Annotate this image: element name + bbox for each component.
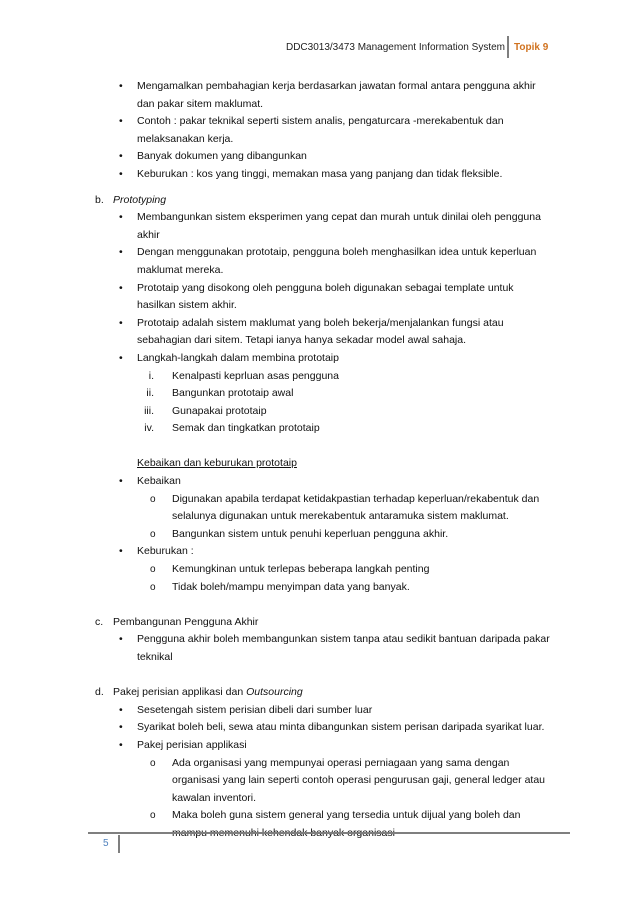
list-item-continuation <box>0 227 638 245</box>
section-title-italic: Outsourcing <box>246 686 303 699</box>
pros-cons-heading <box>0 455 638 473</box>
section-d-heading <box>0 684 638 702</box>
sub-list-item-continuation <box>0 772 638 790</box>
advantage-item <box>0 491 638 509</box>
section-title: Pembangunan Pengguna Akhir <box>113 615 259 628</box>
intro-bullet-list <box>0 78 638 184</box>
sub-list-item-text: Ada organisasi yang mempunyai operasi perniagaan yang sama dengan <box>172 756 510 769</box>
list-item-text: hasilkan sistem akhir. <box>137 299 237 312</box>
bullet-mark: • <box>119 475 123 488</box>
bullet-mark: • <box>119 703 123 716</box>
disadvantage-item-text: Kemungkinan untuk terlepas beberapa langkah penting <box>172 563 430 576</box>
list-item-text: melaksanakan kerja. <box>137 132 234 145</box>
bullet-mark: • <box>119 738 123 751</box>
list-item-continuation <box>0 649 638 667</box>
disadvantages-label: Keburukan : <box>137 545 194 558</box>
step-number: iv. <box>144 422 154 435</box>
list-item-text: Mengamalkan pembahagian kerja berdasarkan jawatan formal antara pengguna akhir <box>137 80 536 92</box>
page-number: 5 <box>103 838 109 849</box>
list-item-text: akhir <box>137 228 160 241</box>
header-divider <box>507 36 509 58</box>
bullet-mark: • <box>119 721 123 734</box>
list-item <box>0 280 638 298</box>
advantage-item-continuation <box>0 508 638 526</box>
header-topic: Topik 9 <box>514 42 549 53</box>
list-item <box>0 631 638 649</box>
disadvantage-item-text: Tidak boleh/mampu menyimpan data yang banyak. <box>172 580 410 593</box>
section-title-prefix: Pakej perisian applikasi dan <box>113 686 247 699</box>
list-item-text: Syarikat boleh beli, sewa atau minta dibangunkan sistem perisan daripada syarikat luar. <box>137 721 545 734</box>
bullet-mark: • <box>119 633 123 646</box>
footer-rule <box>88 832 570 834</box>
list-item-text: Langkah-langkah dalam membina prototaip <box>137 351 339 364</box>
section-c-heading <box>0 614 638 632</box>
disadvantage-item <box>0 579 638 597</box>
disadvantages-label-row <box>0 543 638 561</box>
list-item-text: Membangunkan sistem eksperimen yang cepat dan murah untuk dinilai oleh pengguna <box>137 211 541 224</box>
step-item <box>0 385 638 403</box>
list-item <box>0 78 638 96</box>
step-text: Kenalpasti keprluan asas pengguna <box>172 369 339 382</box>
list-item-text: dan pakar sitem maklumat. <box>137 97 264 110</box>
disadvantage-item <box>0 561 638 579</box>
section-d-bullet-list <box>0 702 638 755</box>
advantage-item-text: Bangunkan sistem untuk penuhi keperluan pengguna akhir. <box>172 527 449 540</box>
footer-divider <box>118 835 120 853</box>
list-item-text: Prototaip yang disokong oleh pengguna boleh digunakan sebagai template untuk <box>137 281 514 294</box>
sub-list-item-text: organisasi yang lain seperti contoh operasi pengurusan gaji, general ledger atau <box>172 774 546 787</box>
list-item <box>0 702 638 720</box>
section-label: d. <box>95 686 104 699</box>
sub-list-item-continuation <box>0 790 638 808</box>
bullet-mark: • <box>119 545 123 558</box>
step-number: ii. <box>146 387 154 400</box>
sub-list-item-text: kawalan inventori. <box>172 791 257 804</box>
step-item <box>0 420 638 438</box>
sub-list-item <box>0 755 638 773</box>
bullet-mark: o <box>150 581 156 593</box>
bullet-mark: • <box>119 150 123 163</box>
sub-list-item <box>0 807 638 825</box>
list-item-text: sebahagian dari sitem. Tetapi ianya hanya sekadar model awal sahaja. <box>137 334 467 347</box>
step-item <box>0 368 638 386</box>
list-item <box>0 737 638 755</box>
bullet-mark: o <box>150 757 156 769</box>
list-item <box>0 244 638 262</box>
bullet-mark: • <box>119 246 123 259</box>
list-item-continuation <box>0 262 638 280</box>
prototype-steps-list <box>0 368 638 438</box>
bullet-mark: • <box>119 351 123 364</box>
pros-cons-heading-text: Kebaikan dan keburukan prototaip <box>137 457 297 470</box>
bullet-mark: • <box>119 115 123 128</box>
section-title <box>113 684 303 702</box>
section-title: Prototyping <box>113 193 167 206</box>
section-d-sub-list <box>0 755 638 843</box>
list-item <box>0 719 638 737</box>
section-c-bullet-list <box>0 631 638 666</box>
bullet-mark: • <box>119 281 123 294</box>
list-item-continuation <box>0 131 638 149</box>
bullet-mark: • <box>119 167 123 180</box>
list-item-text: Pengguna akhir boleh membangunkan sistem tanpa atau sedikit bantuan daripada pakar <box>137 633 550 646</box>
list-item-text: maklumat mereka. <box>137 263 224 276</box>
list-item-text: Contoh : pakar teknikal seperti sistem analis, pengaturcara -merekabentuk dan <box>137 115 504 128</box>
bullet-mark: o <box>150 810 156 822</box>
bullet-mark: o <box>150 493 156 505</box>
advantage-item <box>0 526 638 544</box>
step-text: Gunapakai prototaip <box>172 404 267 417</box>
list-item-continuation <box>0 96 638 114</box>
list-item-continuation <box>0 332 638 350</box>
list-item-text: Pakej perisian applikasi <box>137 738 247 751</box>
step-text: Bangunkan prototaip awal <box>172 387 294 400</box>
bullet-mark: • <box>119 211 123 224</box>
advantage-item-text: Digunakan apabila terdapat ketidakpastian terhadap keperluan/rekabentuk dan <box>172 492 540 505</box>
list-item-text: Dengan menggunakan prototaip, pengguna boleh menghasilkan idea untuk keperluan <box>137 246 537 259</box>
step-text: Semak dan tingkatkan prototaip <box>172 422 320 435</box>
header-title: DDC3013/3473 Management Information System <box>285 42 505 53</box>
document-body <box>0 78 638 843</box>
list-item <box>0 209 638 227</box>
bullet-mark: o <box>150 564 156 576</box>
bullet-mark: • <box>119 80 123 92</box>
step-number: i. <box>148 369 154 382</box>
disadvantages-list <box>0 561 638 596</box>
step-item <box>0 403 638 421</box>
step-number: iii. <box>144 404 154 417</box>
list-item <box>0 350 638 368</box>
list-item-text: teknikal <box>137 651 173 663</box>
bullet-mark: o <box>150 528 156 540</box>
bullet-mark: • <box>119 316 123 329</box>
list-item <box>0 315 638 333</box>
list-item <box>0 113 638 131</box>
advantages-label: Kebaikan <box>137 475 181 488</box>
list-item-text: Prototaip adalah sistem maklumat yang boleh bekerja/menjalankan fungsi atau <box>137 316 504 329</box>
section-b-bullet-list <box>0 209 638 367</box>
list-item <box>0 166 638 184</box>
sub-list-item-text: Maka boleh guna sistem general yang tersedia untuk dijual yang boleh dan <box>172 809 521 822</box>
section-label: c. <box>95 615 104 628</box>
list-item-text: Banyak dokumen yang dibangunkan <box>137 150 307 163</box>
advantage-item-text: selalunya digunakan untuk merekabentuk antaramuka sistem maklumat. <box>172 510 509 523</box>
advantages-list <box>0 491 638 544</box>
list-item-continuation <box>0 297 638 315</box>
section-b-heading <box>0 192 638 210</box>
list-item-text: Sesetengah sistem perisian dibeli dari sumber luar <box>137 703 373 716</box>
advantages-label-row <box>0 473 638 491</box>
section-label: b. <box>95 193 104 206</box>
list-item-text: Keburukan : kos yang tinggi, memakan masa yang panjang dan tidak fleksible. <box>137 167 503 180</box>
list-item <box>0 148 638 166</box>
